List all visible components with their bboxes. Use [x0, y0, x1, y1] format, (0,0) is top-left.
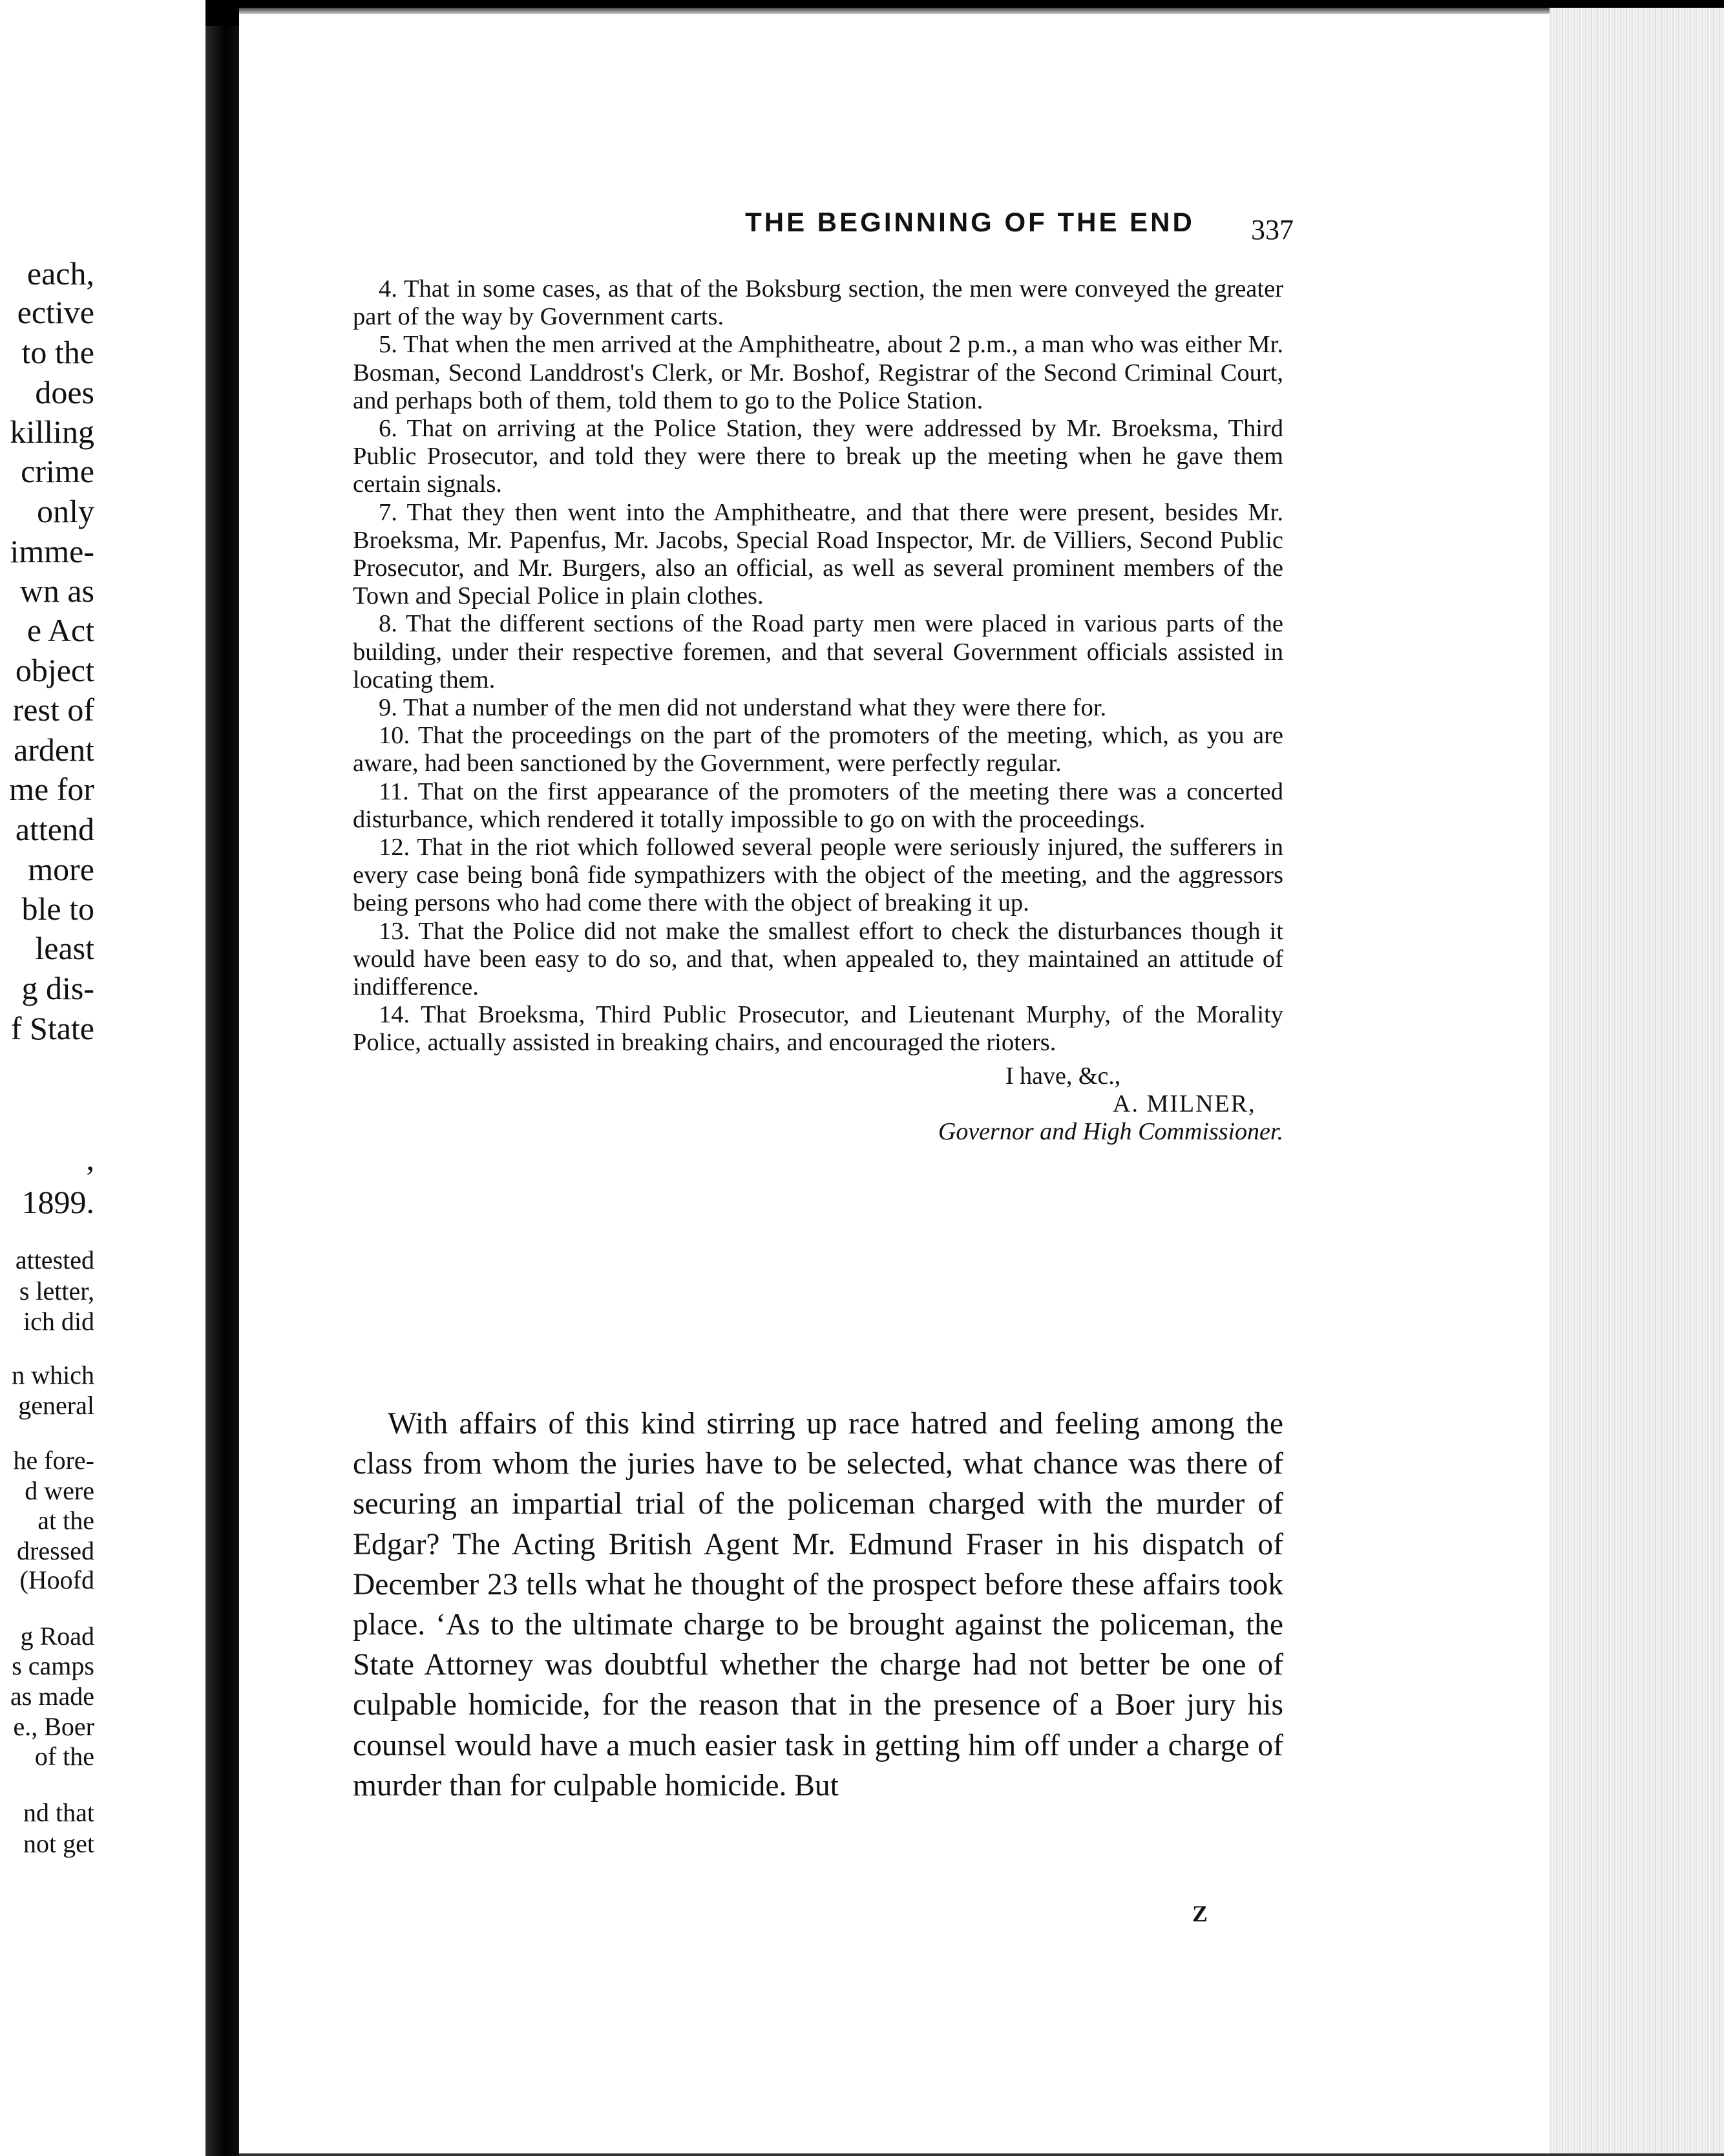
- signature-mark: Z: [1192, 1901, 1208, 1927]
- letter-item-text: That on arriving at the Police Station, they were addressed by Mr. Broeksma, Third Public Prosecutor, and told they were there to break up the meeting when he gave them certain signals.: [353, 415, 1283, 498]
- left-facing-page: [0, 0, 205, 2156]
- left-page-line: as made: [10, 1682, 94, 1711]
- left-page-line: more: [28, 851, 94, 887]
- letter-item: [353, 722, 1283, 777]
- letter-item-text: That when the men arrived at the Amphitheatre, about 2 p.m., a man who was either Mr. Bosman, Second Landdrost's Clerk, or Mr. Boshof, Registrar of the Second Criminal Court, and perhaps both of them, told them to go to the Police Station.: [353, 331, 1283, 414]
- letter-item-number: 5.: [379, 331, 397, 359]
- letter-closing: [353, 1062, 1283, 1161]
- letter-item-text: That the Police did not make the smallest effort to check the disturbances though it would have been easy to do so, and that, when appealed to, they maintained an attitude of indifference.: [353, 917, 1283, 1001]
- letter-item-text: That Broeksma, Third Public Prosecutor, and Lieutenant Murphy, of the Morality Police, actually assisted in breaking chairs, and encouraged the rioters.: [353, 1001, 1283, 1057]
- letter-item: [353, 499, 1283, 611]
- letter-item-number: 6.: [379, 415, 397, 443]
- left-page-line: not get: [23, 1829, 94, 1858]
- closing-salutation: I have, &c.,: [1005, 1062, 1121, 1090]
- letter-item-number: 9.: [379, 694, 397, 722]
- letter-item-number: 10.: [379, 722, 410, 750]
- left-page-line: object: [15, 652, 94, 688]
- page-top-edge: [239, 8, 1724, 14]
- letter-item-number: 13.: [379, 917, 410, 945]
- letter-item: [353, 415, 1283, 499]
- letter-item-number: 14.: [379, 1001, 410, 1029]
- left-page-line: at the: [37, 1506, 94, 1535]
- left-page-line: to the: [21, 334, 94, 370]
- left-page-line: s camps: [12, 1651, 94, 1680]
- left-page-line: 1899.: [21, 1184, 94, 1220]
- left-page-line: attested: [15, 1245, 94, 1274]
- page-fore-edge: [1550, 8, 1724, 2156]
- left-page-line: ich did: [23, 1307, 94, 1336]
- letter-item-text: That in some cases, as that of the Boksburg section, the men were conveyed the greater part of the way by Government carts.: [353, 275, 1283, 331]
- letter-item-number: 12.: [379, 834, 410, 861]
- closing-signatory: A. MILNER,: [1113, 1090, 1256, 1117]
- left-page-line: each,: [26, 255, 94, 291]
- left-page-line: crime: [21, 453, 94, 489]
- left-page-line: g dis-: [21, 970, 94, 1006]
- left-page-line: only: [37, 493, 94, 529]
- left-page-line: dressed: [17, 1536, 94, 1565]
- letter-item: [353, 331, 1283, 415]
- left-page-line: s letter,: [19, 1276, 94, 1305]
- letter-item: [353, 1001, 1283, 1057]
- letter-item: [353, 834, 1283, 918]
- letter-item-number: 8.: [379, 610, 397, 638]
- left-page-line: ,: [86, 1141, 94, 1177]
- left-page-line: killing: [10, 414, 94, 450]
- left-page-line: general: [18, 1391, 94, 1420]
- letter-item-text: That they then went into the Amphitheatre, and that there were present, besides Mr. Broeksma, Mr. Papenfus, Mr. Jacobs, Special Road Inspector, Mr. de Villiers, Second Public Prosecutor, and Mr. Burgers, also an official, as well as several prominent members of the Town and Special Police in plain clothes.: [353, 498, 1283, 610]
- letter-item-text: That the different sections of the Road party men were placed in various parts of the building, under their respective foremen, and that several Government officials assisted in locating them.: [353, 610, 1283, 693]
- letter-item: [353, 694, 1283, 722]
- left-page-line: of the: [34, 1742, 94, 1771]
- page-bottom-edge: [239, 2153, 1724, 2156]
- left-page-line: does: [35, 374, 94, 410]
- letter-extract: [353, 275, 1283, 1161]
- left-page-line: least: [35, 930, 94, 966]
- left-page-line: ble to: [21, 891, 94, 927]
- letter-item-number: 7.: [379, 498, 397, 526]
- letter-item-text: That a number of the men did not understand what they were there for.: [403, 694, 1107, 722]
- letter-item-text: That in the riot which followed several people were seriously injured, the sufferers in every case being bonâ fide sympathizers with the object of the meeting, and the aggressors being persons who had come there with the object of breaking it up.: [353, 834, 1283, 917]
- right-page: [239, 8, 1724, 2156]
- page-number: 337: [1251, 214, 1294, 246]
- left-page-line: rest of: [12, 692, 94, 728]
- body-paragraph: With affairs of this kind stirring up race hatred and feeling among the class from whom the juries have to be selected, what chance was there of securing an impartial trial of the policeman charged with the murder of Edgar? The Acting British Agent Mr. Edmund Fraser in his dispatch of December 23 tells what he thought of the prospect before these affairs took place. ‘As to the ultimate charge to be brought against the policeman, the State Attorney was doubtful whether the charge had not better be one of culpable homicide, for the reason that in the presence of a Boer jury his counsel would have a much easier task in getting him off under a charge of murder than for culpable homicide. But: [353, 1407, 1283, 1802]
- left-page-line: nd that: [23, 1798, 94, 1827]
- letter-item: [353, 275, 1283, 331]
- left-page-line: g Road: [20, 1622, 94, 1651]
- left-page-line: imme-: [10, 533, 94, 569]
- letter-item-text: That on the first appearance of the promoters of the meeting there was a concerted disturbance, which rendered it totally impossible to go on with the proceedings.: [353, 777, 1284, 833]
- running-head: THE BEGINNING OF THE END: [745, 207, 1195, 237]
- left-page-line: f State: [10, 1010, 94, 1046]
- left-page-line: d were: [25, 1476, 94, 1505]
- left-page-line: wn as: [19, 573, 94, 609]
- book-gutter: [205, 26, 239, 2156]
- left-page-line: e Act: [26, 612, 94, 648]
- left-page-line: ective: [17, 294, 94, 330]
- left-page-line: ardent: [14, 732, 94, 768]
- letter-item-text: That the proceedings on the part of the promoters of the meeting, which, as you are aware, had been sanctioned by the Government, were perfectly regular.: [353, 722, 1283, 777]
- letter-item: [353, 610, 1283, 694]
- closing-title: Governor and High Commissioner.: [938, 1117, 1283, 1145]
- letter-item-number: 11.: [379, 777, 409, 805]
- left-page-line: he fore-: [13, 1446, 94, 1475]
- letter-item-number: 4.: [379, 275, 397, 302]
- left-page-line: n which: [12, 1360, 94, 1390]
- left-page-line: e., Boer: [13, 1712, 94, 1741]
- left-page-line: (Hoofd: [19, 1565, 94, 1594]
- letter-items: [353, 275, 1283, 1057]
- letter-item: [353, 778, 1283, 834]
- letter-item: [353, 918, 1283, 1002]
- left-page-line: me for: [9, 771, 94, 807]
- left-page-line: attend: [15, 811, 94, 847]
- body-text: [353, 1404, 1283, 1806]
